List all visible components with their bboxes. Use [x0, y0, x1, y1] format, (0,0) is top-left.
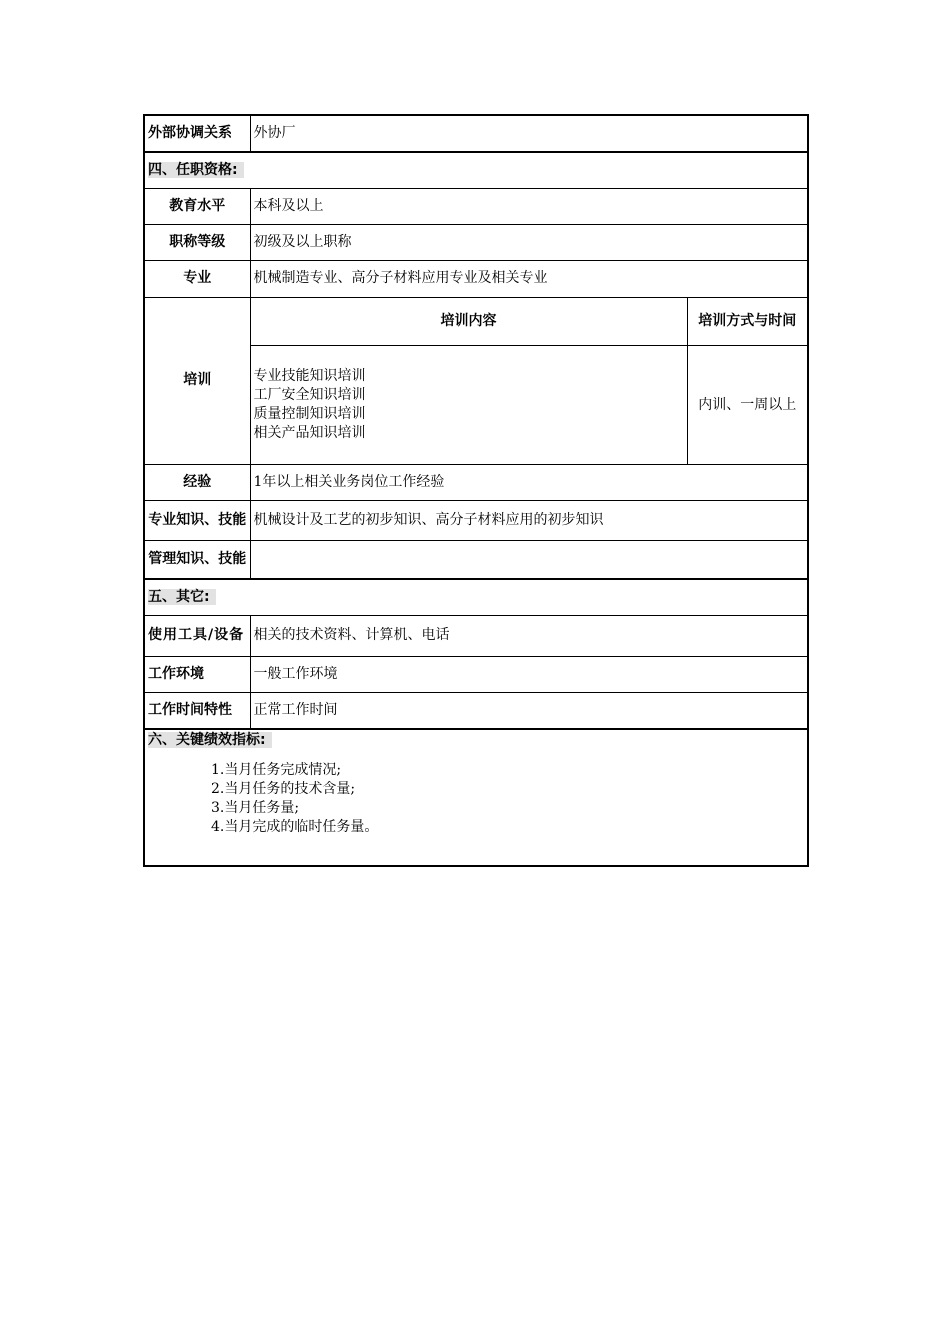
- professional-skills-value: 机械设计及工艺的初步知识、高分子材料应用的初步知识: [250, 500, 808, 540]
- section5-title: [144, 579, 808, 615]
- title-level-row: [144, 224, 808, 260]
- education-row: [144, 188, 808, 224]
- major-row: [144, 260, 808, 297]
- training-header-row: [144, 297, 808, 345]
- training-item: 专业技能知识培训: [253, 367, 366, 384]
- external-coordination-label: 外部协调关系: [144, 115, 250, 152]
- training-item: 工厂安全知识培训: [253, 386, 366, 403]
- environment-row: [144, 656, 808, 692]
- management-skills-row: [144, 540, 808, 579]
- experience-value: 1年以上相关业务岗位工作经验: [250, 464, 808, 500]
- major-value: 机械制造专业、高分子材料应用专业及相关专业: [250, 260, 808, 297]
- kpi-item: 2.当月任务的技术含量;: [211, 781, 356, 797]
- management-skills-label: 管理知识、技能: [144, 540, 250, 579]
- experience-row: [144, 464, 808, 500]
- external-coordination-value: 外协厂: [250, 115, 808, 152]
- section6-title: [145, 730, 807, 749]
- education-label: 教育水平: [144, 188, 250, 224]
- training-label: 培训: [144, 297, 250, 464]
- kpi-item: 3.当月任务量;: [211, 800, 300, 816]
- professional-skills-row: [144, 500, 808, 540]
- professional-skills-label: 专业知识、技能: [144, 500, 250, 540]
- tools-row: [144, 615, 808, 656]
- section4-header-row: [144, 152, 808, 188]
- education-value: 本科及以上: [250, 188, 808, 224]
- title-level-value: 初级及以上职称: [250, 224, 808, 260]
- work-time-row: [144, 692, 808, 729]
- kpi-list: [145, 749, 807, 837]
- training-content-list: [250, 345, 687, 464]
- title-level-label: 职称等级: [144, 224, 250, 260]
- training-method-header: 培训方式与时间: [687, 297, 808, 345]
- section5-header-row: [144, 579, 808, 615]
- external-coordination-row: [144, 115, 808, 152]
- kpi-item: 4.当月完成的临时任务量。: [211, 819, 379, 835]
- training-item: 质量控制知识培训: [253, 405, 366, 422]
- experience-label: 经验: [144, 464, 250, 500]
- environment-label: 工作环境: [144, 656, 250, 692]
- job-description-document: [143, 114, 807, 867]
- environment-value: 一般工作环境: [250, 656, 808, 692]
- kpi-item: 1.当月任务完成情况;: [211, 762, 342, 778]
- kpi-cell: [144, 729, 808, 866]
- major-label: 专业: [144, 260, 250, 297]
- work-time-value: 正常工作时间: [250, 692, 808, 729]
- training-method-value: 内训、一周以上: [687, 345, 808, 464]
- section4-title: [144, 152, 808, 188]
- training-item: 相关产品知识培训: [253, 424, 366, 441]
- training-content-header: 培训内容: [250, 297, 687, 345]
- section5-title-text: 五、其它:: [148, 589, 216, 605]
- qualification-table: [143, 114, 809, 867]
- management-skills-value: [250, 540, 808, 579]
- kpi-row: [144, 729, 808, 866]
- work-time-label: 工作时间特性: [144, 692, 250, 729]
- section4-title-text: 四、任职资格:: [148, 162, 244, 178]
- section6-title-text: 六、关键绩效指标:: [148, 732, 272, 748]
- tools-label: 使用工具/设备: [144, 615, 250, 656]
- tools-value: 相关的技术资料、计算机、电话: [250, 615, 808, 656]
